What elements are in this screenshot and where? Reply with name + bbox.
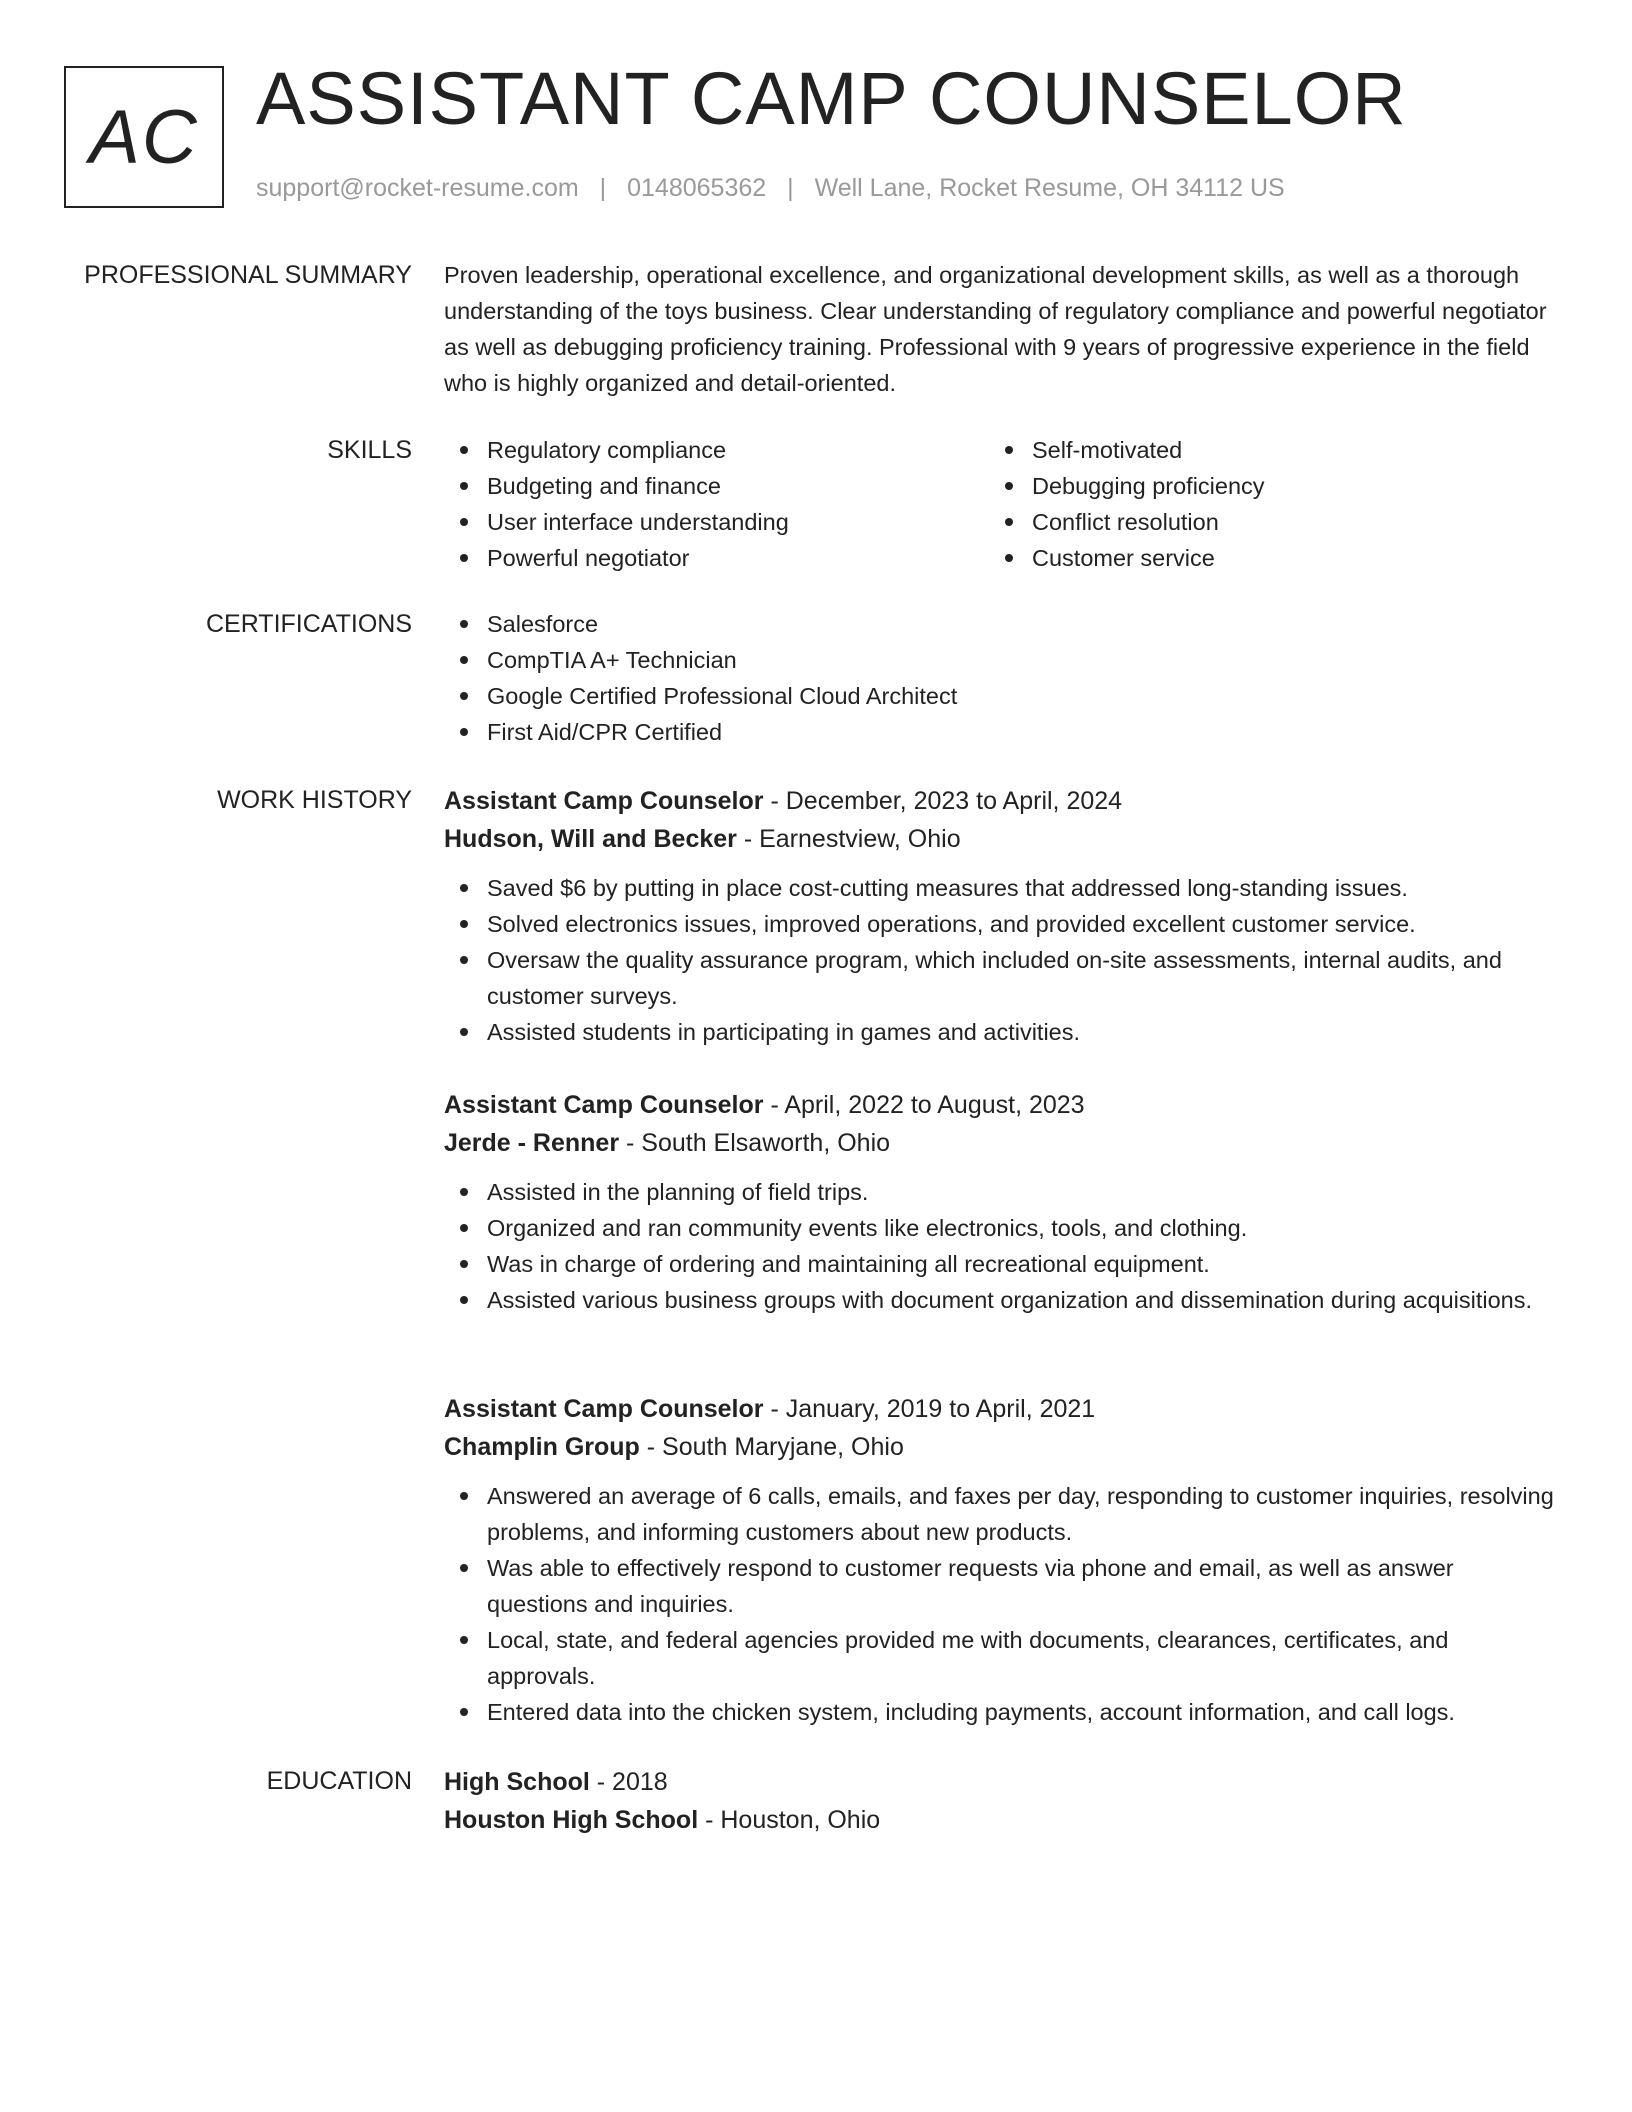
education-year: - 2018 xyxy=(589,1768,668,1796)
certifications-heading: CERTIFICATIONS xyxy=(205,610,412,638)
work-history-heading: WORK HISTORY xyxy=(217,786,412,814)
job-bullet: Organized and ran community events like electronics, tools, and clothing. xyxy=(444,1210,1559,1246)
certifications-body xyxy=(444,606,1559,750)
job-company: Champlin Group xyxy=(444,1433,640,1461)
job-entry xyxy=(444,782,1559,1050)
job-company-line xyxy=(444,1124,1559,1162)
job-company: Jerde - Renner xyxy=(444,1129,620,1157)
job-title: Assistant Camp Counselor xyxy=(444,787,764,815)
skill-item: Conflict resolution xyxy=(989,504,1534,540)
contact-separator: | xyxy=(599,174,607,202)
education-school-line xyxy=(444,1801,1559,1839)
job-bullet: Saved $6 by putting in place cost-cutting measures that addressed long-standing issues. xyxy=(444,870,1559,906)
education-location: - Houston, Ohio xyxy=(698,1806,881,1834)
summary-text: Proven leadership, operational excellence, and organizational development skills, as well as a thorough understanding of the toys business. Clear understanding of regulatory compliance and powerful negotiator as well as debugging proficiency training. Professional with 9 years of progressive experience in the field who is highly organized and detail-oriented. xyxy=(444,262,1547,396)
job-title: Assistant Camp Counselor xyxy=(444,1395,764,1423)
skills-heading: SKILLS xyxy=(327,436,412,464)
job-dates: - January, 2019 to April, 2021 xyxy=(763,1395,1096,1423)
job-bullets xyxy=(444,1174,1559,1318)
education-school: Houston High School xyxy=(444,1806,699,1834)
monogram-initials: AC xyxy=(89,94,199,180)
skill-item: Debugging proficiency xyxy=(989,468,1534,504)
job-entry xyxy=(444,1086,1559,1318)
job-title-line xyxy=(444,1390,1559,1428)
skill-item: Self-motivated xyxy=(989,432,1534,468)
job-entry xyxy=(444,1390,1559,1730)
job-bullet: Local, state, and federal agencies provided me with documents, clearances, certificates, and approvals. xyxy=(444,1622,1559,1694)
summary-heading: PROFESSIONAL SUMMARY xyxy=(84,261,412,289)
contact-phone: 0148065362 xyxy=(627,174,767,202)
contact-line xyxy=(256,174,1285,203)
skills-list xyxy=(444,432,1559,576)
job-location: - South Maryjane, Ohio xyxy=(639,1433,904,1461)
skills-column-left xyxy=(444,432,989,576)
job-dates: - December, 2023 to April, 2024 xyxy=(763,787,1123,815)
job-bullets xyxy=(444,870,1559,1050)
skill-item: Customer service xyxy=(989,540,1534,576)
education-heading: EDUCATION xyxy=(266,1767,412,1795)
certification-item: Google Certified Professional Cloud Architect xyxy=(444,678,1559,714)
resume-title: ASSISTANT CAMP COUNSELOR xyxy=(256,57,1407,140)
job-bullet: Answered an average of 6 calls, emails, and faxes per day, responding to customer inquiries, resolving problems, and informing customers about new products. xyxy=(444,1478,1559,1550)
skill-item: Regulatory compliance xyxy=(444,432,989,468)
job-company-line xyxy=(444,820,1559,858)
certification-item: First Aid/CPR Certified xyxy=(444,714,1559,750)
job-title: Assistant Camp Counselor xyxy=(444,1091,764,1119)
job-bullet: Assisted students in participating in games and activities. xyxy=(444,1014,1559,1050)
job-dates: - April, 2022 to August, 2023 xyxy=(763,1091,1085,1119)
skill-item: User interface understanding xyxy=(444,504,989,540)
job-bullet: Was able to effectively respond to customer requests via phone and email, as well as answer questions and inquiries. xyxy=(444,1550,1559,1622)
job-bullet: Was in charge of ordering and maintaining all recreational equipment. xyxy=(444,1246,1559,1282)
certification-item: Salesforce xyxy=(444,606,1559,642)
job-bullet: Assisted various business groups with document organization and dissemination during acquisitions. xyxy=(444,1282,1559,1318)
job-company-line xyxy=(444,1428,1559,1466)
job-title-line xyxy=(444,1086,1559,1124)
education-entry xyxy=(444,1763,1559,1839)
education-degree-line xyxy=(444,1763,1559,1801)
job-company: Hudson, Will and Becker xyxy=(444,825,737,853)
skill-item: Powerful negotiator xyxy=(444,540,989,576)
contact-separator: | xyxy=(787,174,794,202)
certification-item: CompTIA A+ Technician xyxy=(444,642,1559,678)
job-title-line xyxy=(444,782,1559,820)
contact-address: Well Lane, Rocket Resume, OH 34112 US xyxy=(814,174,1285,202)
job-bullet: Assisted in the planning of field trips. xyxy=(444,1174,1559,1210)
job-bullet: Oversaw the quality assurance program, which included on-site assessments, internal audits, and customer surveys. xyxy=(444,942,1559,1014)
job-location: - Earnestview, Ohio xyxy=(736,825,961,853)
education-degree: High School xyxy=(444,1768,590,1796)
job-location: - South Elsaworth, Ohio xyxy=(619,1129,891,1157)
job-bullet: Solved electronics issues, improved operations, and provided excellent customer service. xyxy=(444,906,1559,942)
job-bullet: Entered data into the chicken system, including payments, account information, and call logs. xyxy=(444,1694,1559,1730)
contact-email: support@rocket-resume.com xyxy=(256,174,579,202)
monogram-box xyxy=(64,66,224,208)
skill-item: Budgeting and finance xyxy=(444,468,989,504)
certifications-list xyxy=(444,606,1559,750)
job-bullets xyxy=(444,1478,1559,1730)
skills-column-right xyxy=(989,432,1534,576)
